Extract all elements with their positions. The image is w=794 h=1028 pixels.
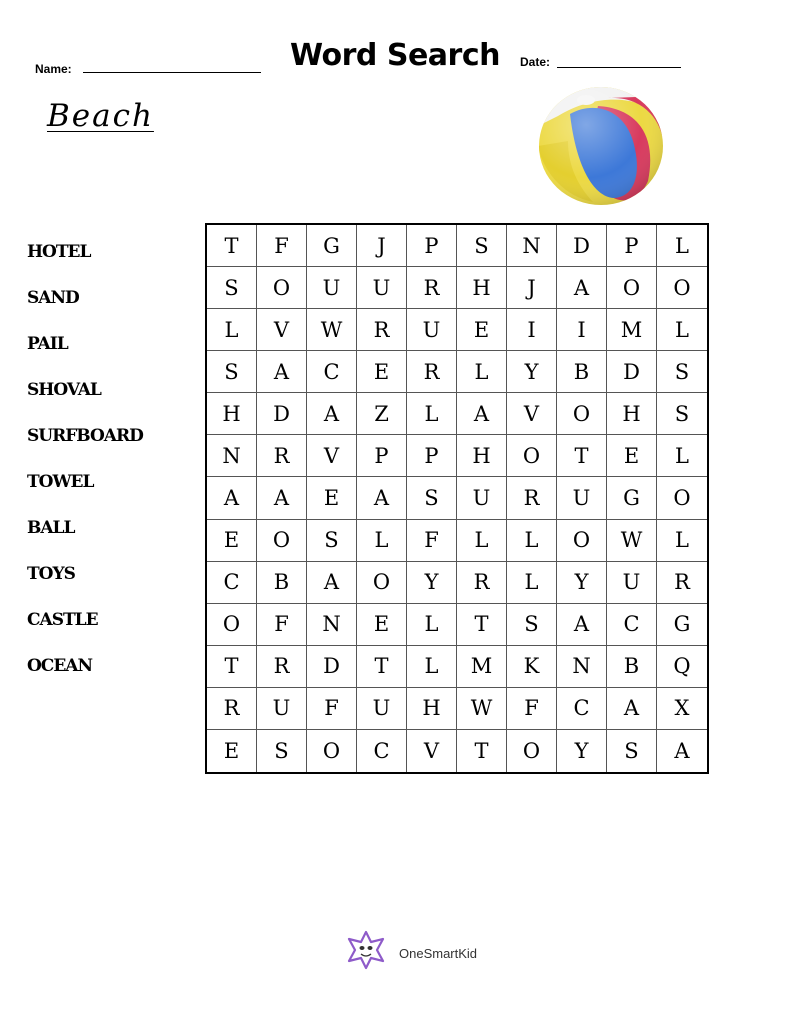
page-title: Word Search bbox=[290, 38, 500, 73]
grid-cell[interactable]: S bbox=[657, 351, 707, 393]
grid-cell[interactable]: A bbox=[607, 688, 657, 730]
grid-cell[interactable]: N bbox=[207, 435, 257, 477]
grid-cell[interactable]: G bbox=[307, 225, 357, 267]
grid-cell[interactable]: S bbox=[457, 225, 507, 267]
grid-cell[interactable]: N bbox=[507, 225, 557, 267]
grid-cell[interactable]: L bbox=[657, 520, 707, 562]
grid-cell[interactable]: M bbox=[607, 309, 657, 351]
grid-cell[interactable]: O bbox=[657, 267, 707, 309]
grid-cell[interactable]: X bbox=[657, 688, 707, 730]
grid-cell[interactable]: M bbox=[457, 646, 507, 688]
grid-cell[interactable]: V bbox=[257, 309, 307, 351]
grid-cell[interactable]: H bbox=[457, 435, 507, 477]
grid-cell[interactable]: A bbox=[557, 604, 607, 646]
grid-cell[interactable]: U bbox=[307, 267, 357, 309]
brand-name: OneSmartKid bbox=[399, 946, 478, 961]
grid-cell[interactable]: B bbox=[557, 351, 607, 393]
grid-cell[interactable]: S bbox=[407, 477, 457, 519]
grid-cell[interactable]: N bbox=[307, 604, 357, 646]
grid-cell[interactable]: O bbox=[507, 435, 557, 477]
word-list-item: BALL bbox=[27, 518, 75, 538]
grid-cell[interactable]: L bbox=[407, 646, 457, 688]
grid-cell[interactable]: P bbox=[407, 225, 457, 267]
grid-cell[interactable]: H bbox=[407, 688, 457, 730]
word-search-grid bbox=[205, 223, 709, 774]
grid-cell[interactable]: O bbox=[557, 520, 607, 562]
grid-cell[interactable]: A bbox=[557, 267, 607, 309]
grid-cell[interactable]: D bbox=[607, 351, 657, 393]
grid-cell[interactable]: G bbox=[657, 604, 707, 646]
grid-cell[interactable]: R bbox=[357, 309, 407, 351]
grid-cell[interactable]: V bbox=[507, 393, 557, 435]
grid-cell[interactable]: O bbox=[257, 267, 307, 309]
grid-cell[interactable]: L bbox=[357, 520, 407, 562]
grid-cell[interactable]: F bbox=[257, 604, 307, 646]
grid-cell[interactable]: D bbox=[307, 646, 357, 688]
grid-cell[interactable]: A bbox=[257, 351, 307, 393]
grid-cell[interactable]: T bbox=[207, 225, 257, 267]
grid-cell[interactable]: I bbox=[557, 309, 607, 351]
grid-cell[interactable]: S bbox=[307, 520, 357, 562]
grid-cell[interactable]: U bbox=[557, 477, 607, 519]
grid-cell[interactable]: H bbox=[607, 393, 657, 435]
grid-cell[interactable]: W bbox=[307, 309, 357, 351]
grid-cell[interactable]: Y bbox=[557, 730, 607, 772]
grid-cell[interactable]: E bbox=[207, 520, 257, 562]
grid-cell[interactable]: Y bbox=[507, 351, 557, 393]
grid-cell[interactable]: E bbox=[607, 435, 657, 477]
grid-cell[interactable]: D bbox=[557, 225, 607, 267]
onesmartkid-logo-icon bbox=[346, 930, 386, 970]
grid-cell[interactable]: L bbox=[657, 309, 707, 351]
grid-cell[interactable]: O bbox=[657, 477, 707, 519]
grid-cell[interactable]: L bbox=[407, 604, 457, 646]
grid-cell[interactable]: A bbox=[457, 393, 507, 435]
grid-cell[interactable]: W bbox=[457, 688, 507, 730]
grid-cell[interactable]: U bbox=[607, 562, 657, 604]
grid-cell[interactable]: L bbox=[407, 393, 457, 435]
grid-cell[interactable]: J bbox=[357, 225, 407, 267]
grid-cell[interactable]: O bbox=[357, 562, 407, 604]
date-label: Date: bbox=[520, 55, 551, 69]
grid-cell[interactable]: L bbox=[507, 520, 557, 562]
grid-cell[interactable]: Y bbox=[407, 562, 457, 604]
grid-cell[interactable]: S bbox=[257, 730, 307, 772]
word-list-item: SHOVAL bbox=[27, 380, 101, 400]
grid-cell[interactable]: E bbox=[457, 309, 507, 351]
word-list bbox=[27, 240, 143, 700]
theme-title: Beach bbox=[47, 98, 154, 134]
grid-cell[interactable]: F bbox=[507, 688, 557, 730]
grid-cell[interactable]: L bbox=[657, 435, 707, 477]
grid-cell[interactable]: O bbox=[557, 393, 607, 435]
grid-cell[interactable]: R bbox=[407, 267, 457, 309]
word-list-item: OCEAN bbox=[27, 656, 93, 676]
grid-cell[interactable]: L bbox=[457, 351, 507, 393]
grid-cell[interactable]: P bbox=[607, 225, 657, 267]
grid-cell[interactable]: C bbox=[357, 730, 407, 772]
grid-cell[interactable]: E bbox=[307, 477, 357, 519]
grid-cell[interactable]: D bbox=[257, 393, 307, 435]
date-line[interactable] bbox=[557, 67, 681, 68]
word-list-item: SURFBOARD bbox=[27, 426, 143, 446]
grid-cell[interactable]: Q bbox=[657, 646, 707, 688]
grid-cell[interactable]: S bbox=[657, 393, 707, 435]
grid-cell[interactable]: L bbox=[207, 309, 257, 351]
word-list-item: PAIL bbox=[27, 334, 68, 354]
grid-cell[interactable]: C bbox=[557, 688, 607, 730]
grid-cell[interactable]: A bbox=[307, 562, 357, 604]
grid-cell[interactable]: G bbox=[607, 477, 657, 519]
grid-cell[interactable]: O bbox=[307, 730, 357, 772]
grid-cell[interactable]: R bbox=[257, 435, 307, 477]
grid-cell[interactable]: H bbox=[457, 267, 507, 309]
grid-cell[interactable]: H bbox=[207, 393, 257, 435]
grid-cell[interactable]: K bbox=[507, 646, 557, 688]
grid-cell[interactable]: U bbox=[457, 477, 507, 519]
name-label: Name: bbox=[35, 62, 72, 76]
grid-cell[interactable]: R bbox=[657, 562, 707, 604]
grid-cell[interactable]: O bbox=[507, 730, 557, 772]
grid-cell[interactable]: T bbox=[457, 604, 507, 646]
grid-cell[interactable]: A bbox=[674, 738, 690, 763]
grid-cell[interactable]: T bbox=[357, 646, 407, 688]
word-list-item: CASTLE bbox=[27, 610, 98, 630]
grid-cell[interactable]: T bbox=[207, 646, 257, 688]
grid-cell[interactable]: Y bbox=[557, 562, 607, 604]
grid-cell[interactable]: A bbox=[357, 477, 407, 519]
grid-cell[interactable]: A bbox=[307, 393, 357, 435]
grid-cell[interactable]: O bbox=[257, 520, 307, 562]
grid-cell[interactable]: C bbox=[607, 604, 657, 646]
grid-cell[interactable]: T bbox=[457, 730, 507, 772]
grid-cell[interactable]: R bbox=[507, 477, 557, 519]
grid-cell[interactable]: B bbox=[607, 646, 657, 688]
grid-cell[interactable]: F bbox=[307, 688, 357, 730]
grid-cell[interactable]: E bbox=[357, 604, 407, 646]
grid-cell[interactable]: E bbox=[357, 351, 407, 393]
grid-cell[interactable]: L bbox=[507, 562, 557, 604]
grid-cell[interactable]: O bbox=[607, 267, 657, 309]
grid-cell[interactable]: W bbox=[607, 520, 657, 562]
grid-cell[interactable]: T bbox=[557, 435, 607, 477]
grid-cell[interactable]: U bbox=[357, 267, 407, 309]
grid-cell[interactable]: J bbox=[507, 267, 557, 309]
word-list-item: TOYS bbox=[27, 564, 75, 584]
grid-cell[interactable]: L bbox=[457, 520, 507, 562]
grid-cell[interactable]: C bbox=[307, 351, 357, 393]
grid-cell[interactable]: S bbox=[207, 351, 257, 393]
grid-cell[interactable]: V bbox=[307, 435, 357, 477]
grid-cell[interactable]: R bbox=[257, 646, 307, 688]
grid-cell[interactable]: P bbox=[407, 435, 457, 477]
word-list-item: HOTEL bbox=[27, 242, 91, 262]
grid-cell[interactable]: N bbox=[557, 646, 607, 688]
grid-cell[interactable]: U bbox=[407, 309, 457, 351]
grid-cell[interactable]: R bbox=[207, 688, 257, 730]
grid-cell[interactable]: O bbox=[207, 604, 257, 646]
grid-cell[interactable]: B bbox=[257, 562, 307, 604]
grid-cell[interactable]: R bbox=[457, 562, 507, 604]
grid-cell[interactable]: A bbox=[257, 477, 307, 519]
grid-cell[interactable]: U bbox=[257, 688, 307, 730]
grid-cell[interactable]: V bbox=[407, 730, 457, 772]
grid-cell[interactable]: F bbox=[257, 225, 307, 267]
name-line[interactable] bbox=[83, 72, 261, 73]
grid-cell[interactable]: F bbox=[407, 520, 457, 562]
grid-cell[interactable]: E bbox=[207, 730, 257, 772]
grid-cell[interactable]: L bbox=[657, 225, 707, 267]
grid-cell[interactable]: R bbox=[407, 351, 457, 393]
grid-cell[interactable]: I bbox=[507, 309, 557, 351]
grid-cell[interactable]: Z bbox=[357, 393, 407, 435]
grid-cell[interactable]: S bbox=[207, 267, 257, 309]
word-list-item: SAND bbox=[27, 288, 79, 308]
grid-cell[interactable]: A bbox=[207, 477, 257, 519]
grid-cell[interactable]: P bbox=[357, 435, 407, 477]
beach-ball-icon bbox=[538, 86, 664, 206]
grid-cell[interactable]: S bbox=[507, 604, 557, 646]
grid-cell[interactable]: C bbox=[207, 562, 257, 604]
grid-cell[interactable]: U bbox=[357, 688, 407, 730]
word-list-item: TOWEL bbox=[27, 472, 94, 492]
grid-cell[interactable]: S bbox=[607, 730, 657, 772]
